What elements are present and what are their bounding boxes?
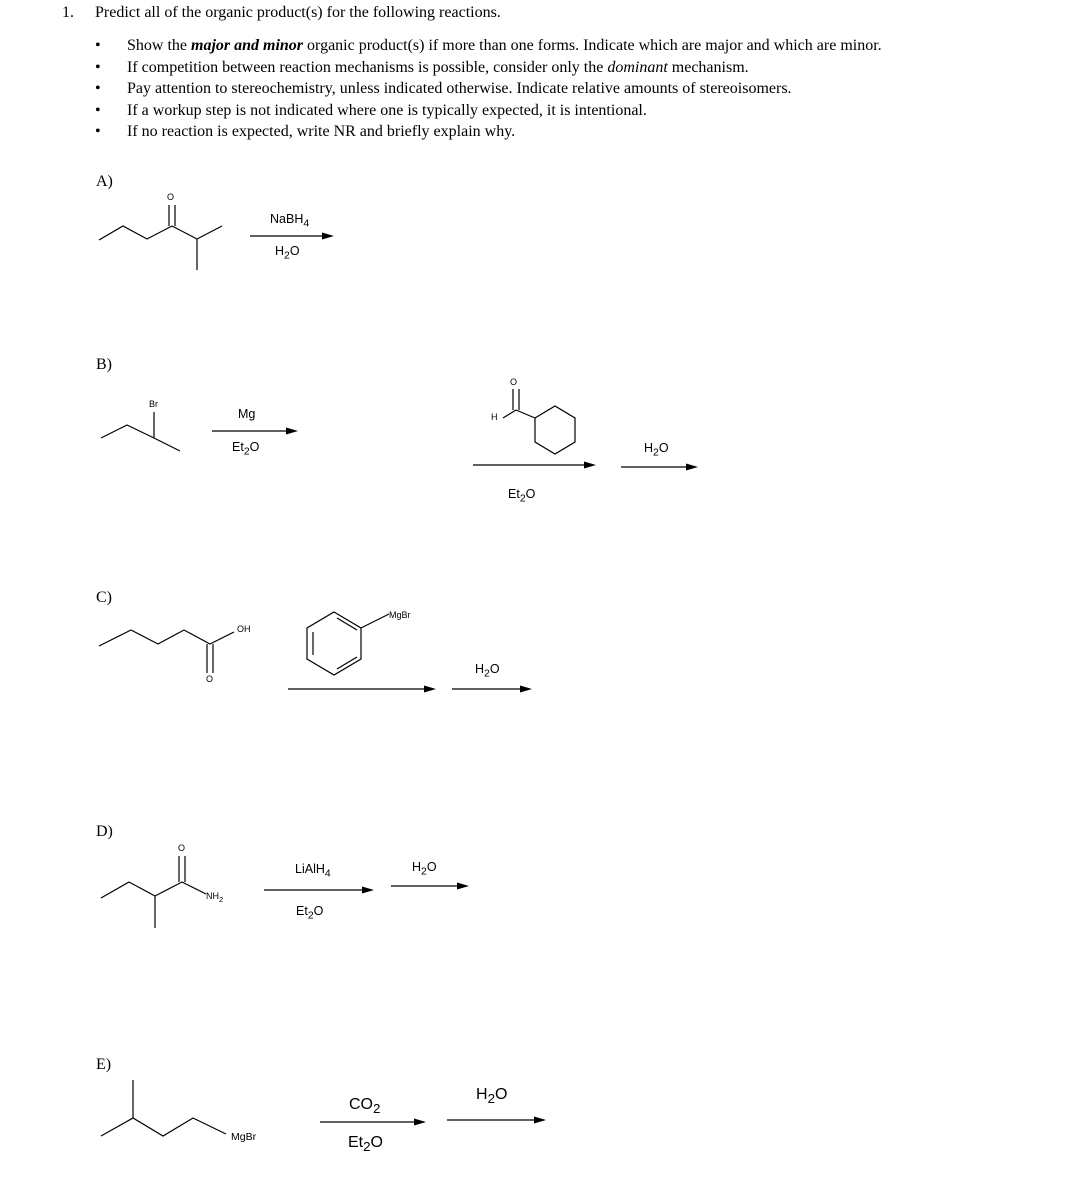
atom-label: O	[167, 192, 175, 202]
problem-e-label: E)	[96, 1056, 112, 1073]
instruction-item: • Pay attention to stereochemistry, unless indicated otherwise. Indicate relative amounts of stereoisomers.	[95, 78, 882, 100]
reagent-label: $Et_2O$	[348, 1134, 383, 1155]
reagent-label: $CO_2$	[349, 1096, 381, 1117]
reagent-label: $Et_2O$	[296, 904, 324, 922]
reagent-label: $Et_2O$	[508, 487, 536, 505]
atom-label: $NH_2$	[206, 891, 224, 904]
reagent-label: LiAlH$_4$	[295, 862, 331, 880]
reagent-label: $H_2O$	[275, 244, 300, 262]
instruction-item: • If competition between reaction mechanisms is possible, consider only the dominant mechanism.	[95, 57, 882, 79]
molecule-c-phenyl	[307, 612, 389, 675]
atom-label: MgBr	[231, 1131, 257, 1143]
arrow-b3	[621, 464, 698, 471]
reagent-label: $H_2O$	[475, 662, 500, 680]
arrow-e2	[447, 1117, 546, 1124]
arrow-d2	[391, 883, 469, 890]
atom-label: MgBr	[389, 610, 411, 620]
arrow-d1	[264, 887, 374, 894]
arrow-e1	[320, 1119, 426, 1126]
reagent-label: $H_2O$	[644, 441, 669, 459]
instruction-item: • If no reaction is expected, write NR and briefly explain why.	[95, 121, 882, 143]
atom-label: Br	[149, 399, 158, 409]
reagent-label: NaBH$_4$	[270, 212, 310, 230]
arrow-a	[250, 233, 334, 240]
molecule-c	[99, 630, 234, 673]
problem-a-label: A)	[96, 173, 113, 190]
question-prompt: Predict all of the organic product(s) for the following reactions.	[95, 4, 501, 21]
atom-label: O	[178, 843, 186, 853]
problem-c-label: C)	[96, 589, 112, 606]
problem-d-label: D)	[96, 823, 113, 840]
molecule-b-aldehyde	[503, 389, 575, 454]
instruction-item: • If a workup step is not indicated where one is typically expected, it is intentional.	[95, 100, 882, 122]
reagent-label: $H_2O$	[412, 860, 437, 878]
problem-b-label: B)	[96, 356, 112, 373]
arrow-c1	[288, 686, 436, 693]
reagent-label: $Et_2O$	[232, 440, 260, 458]
instruction-item: • Show the major and minor organic product(s) if more than one forms. Indicate which are major and which are minor.	[95, 35, 882, 57]
reagent-label: $H_2O$	[476, 1086, 508, 1107]
molecule-d	[101, 856, 206, 928]
reagent-label: Mg	[238, 407, 256, 421]
atom-label: O	[510, 377, 518, 387]
atom-label: OH	[237, 624, 251, 634]
atom-label: H	[491, 412, 498, 422]
molecule-b	[101, 412, 180, 451]
arrow-c2	[452, 686, 532, 693]
arrow-b1	[212, 428, 298, 435]
arrow-b2	[473, 462, 596, 469]
molecule-e	[101, 1080, 226, 1136]
molecule-a	[99, 205, 222, 270]
atom-label: O	[206, 674, 214, 684]
question-number: 1.	[62, 4, 74, 21]
